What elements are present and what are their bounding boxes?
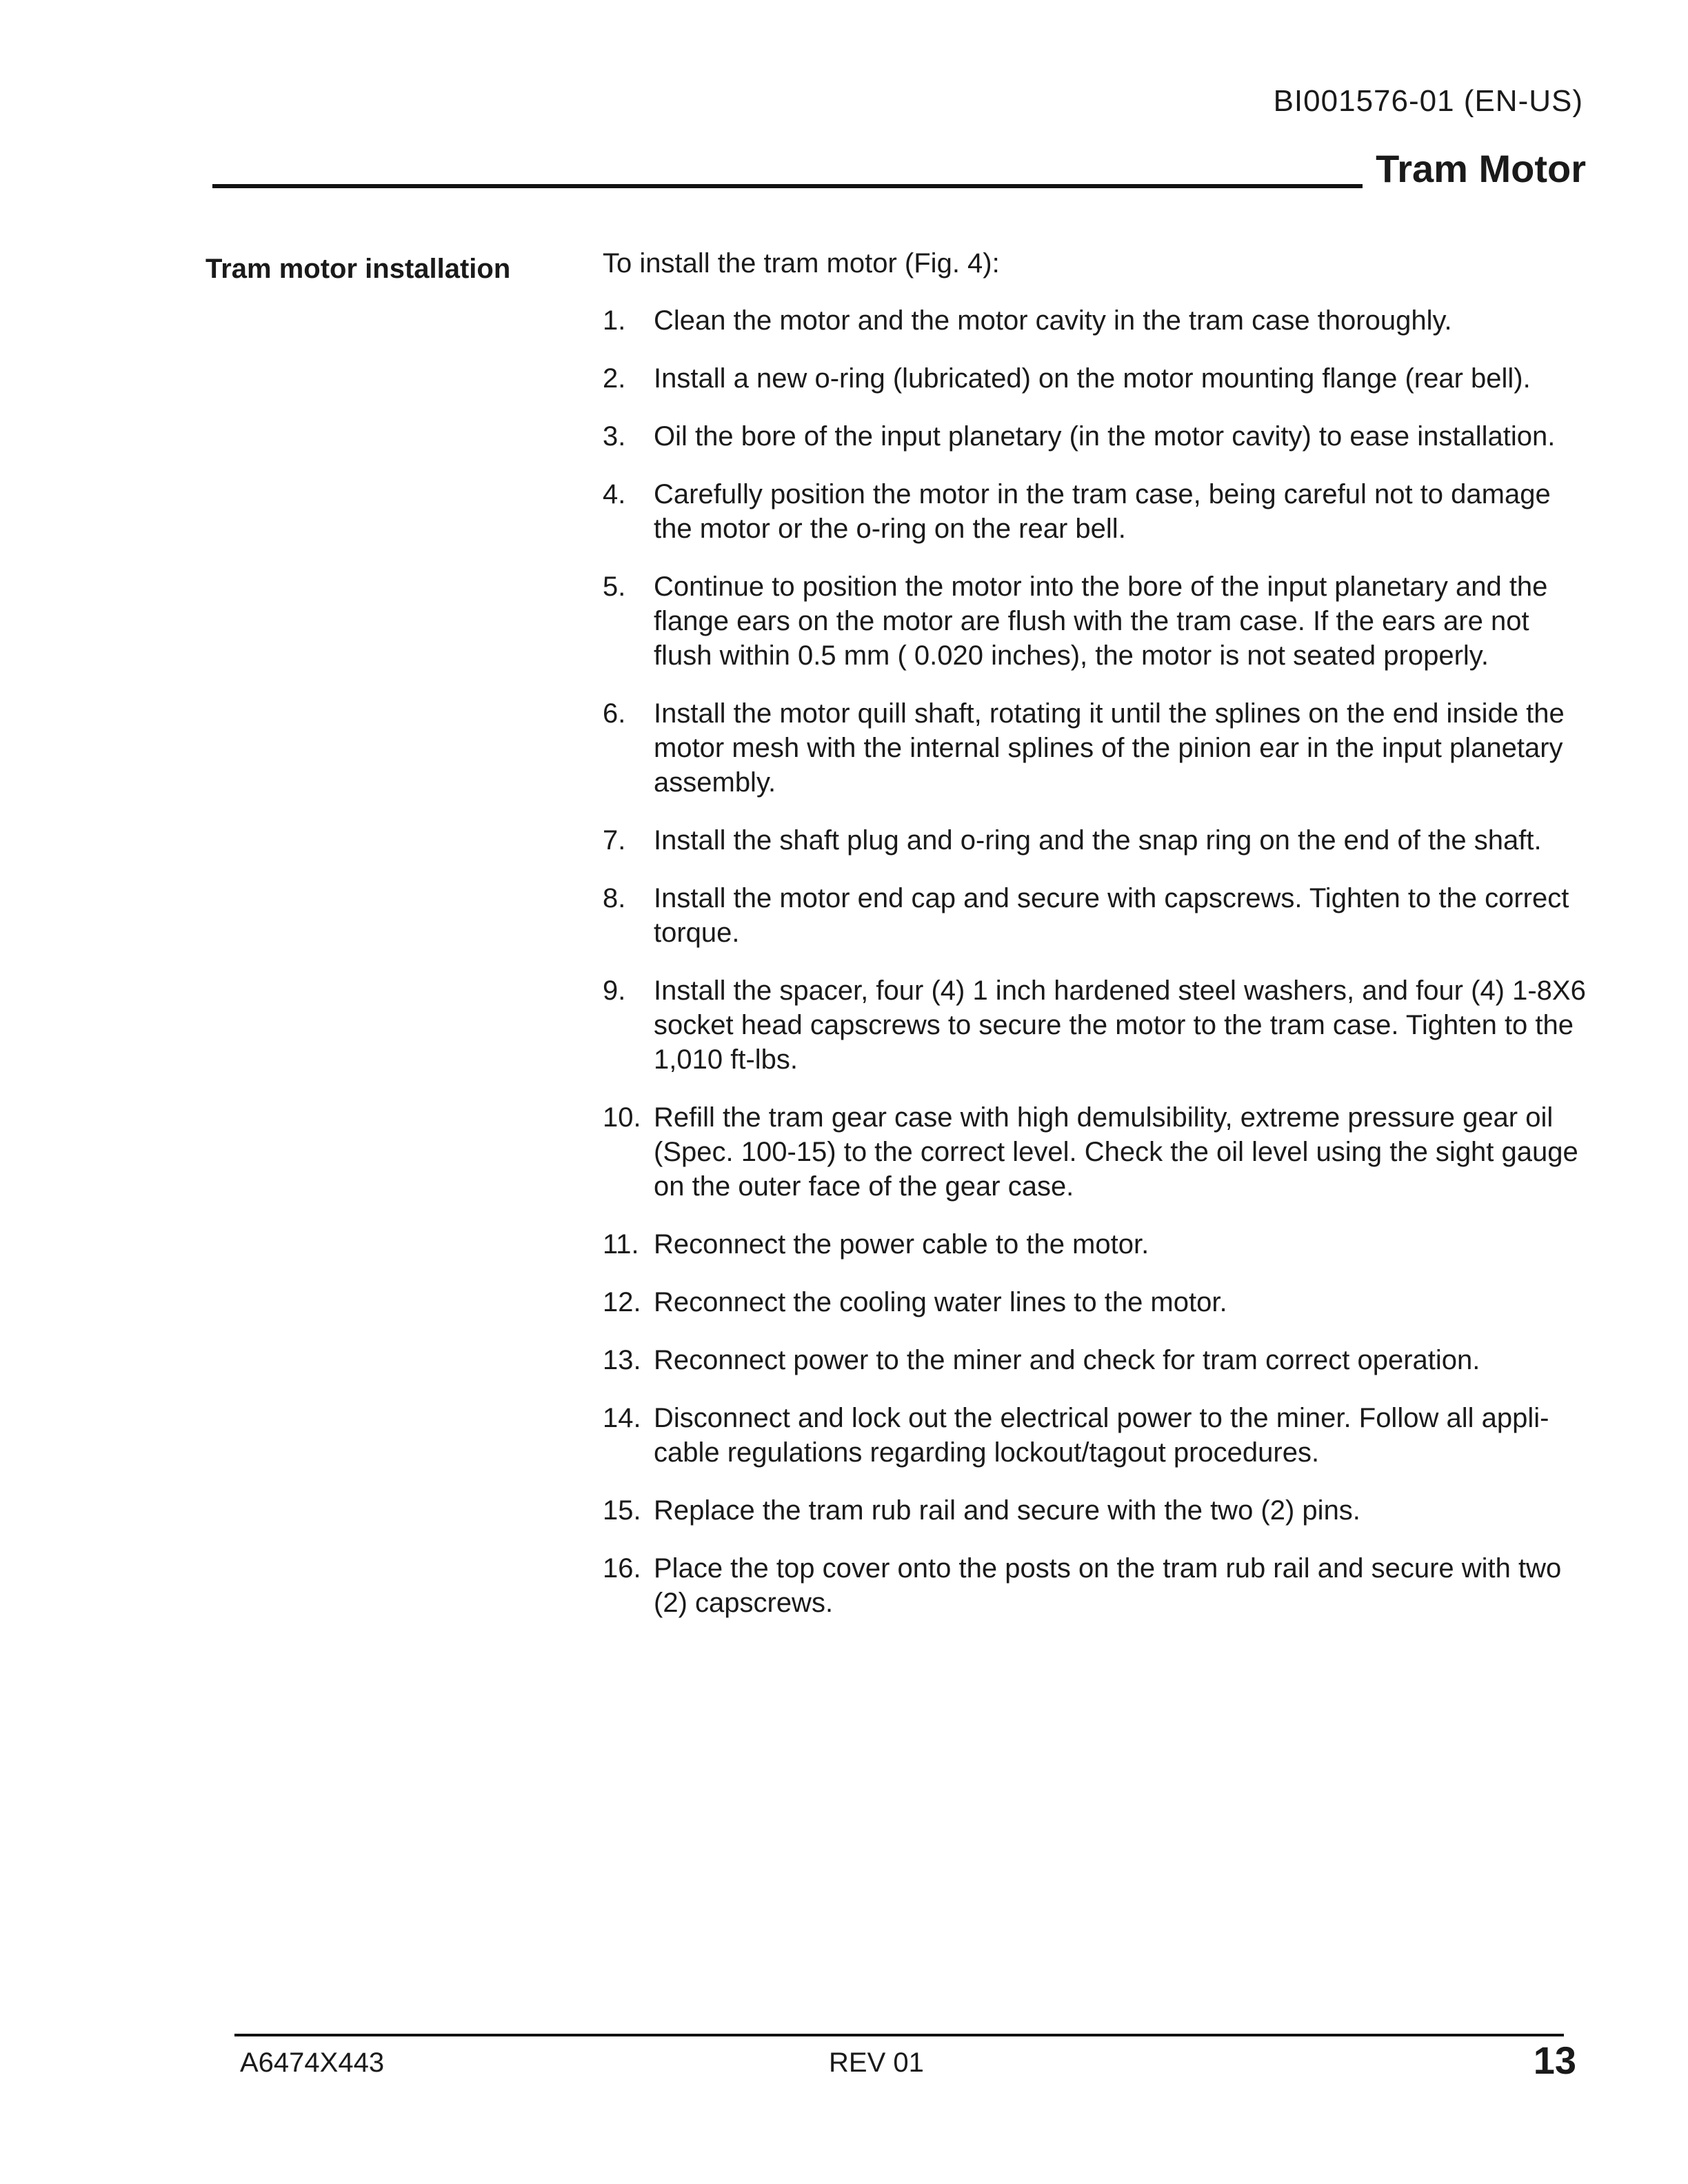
- step-number: 15.: [603, 1495, 641, 1526]
- step-item: [603, 1401, 1589, 1470]
- step-number: 16.: [603, 1553, 641, 1584]
- step-text: Carefully position the motor in the tram case, being careful not to damage the motor or the o-ring on the rear bell.: [654, 479, 1551, 544]
- step-text: Reconnect the power cable to the motor.: [654, 1229, 1149, 1260]
- step-number: 14.: [603, 1403, 641, 1433]
- step-item: [603, 1343, 1589, 1377]
- step-text: Place the top cover onto the posts on the tram rub rail and secure with two (2) capscrews.: [654, 1553, 1562, 1618]
- step-text: Oil the bore of the input planetary (in the motor cavity) to ease installation.: [654, 421, 1556, 452]
- step-number: 13.: [603, 1345, 641, 1375]
- footer-revision: REV 01: [829, 2048, 924, 2078]
- step-number: 9.: [603, 975, 626, 1006]
- step-number: 4.: [603, 479, 626, 509]
- step-number: 10.: [603, 1102, 641, 1133]
- step-text: Reconnect power to the miner and check for tram correct operation.: [654, 1345, 1480, 1375]
- step-text: Refill the tram gear case with high demulsibility, extreme pressure gear oil (Spec. 100-15) to the correct level. Check the oil level using the sight gauge on the outer face of the gear case.: [654, 1102, 1578, 1202]
- step-item: [603, 696, 1589, 800]
- step-text: Install the shaft plug and o-ring and the snap ring on the end of the shaft.: [654, 825, 1542, 856]
- step-text: Install a new o-ring (lubricated) on the motor mounting flange (rear bell).: [654, 363, 1531, 394]
- step-number: 1.: [603, 305, 626, 336]
- installation-steps: [603, 303, 1589, 1644]
- step-item: [603, 1285, 1589, 1320]
- step-item: [603, 477, 1589, 546]
- step-item: [603, 1227, 1589, 1262]
- step-item: [603, 881, 1589, 950]
- step-text: Install the spacer, four (4) 1 inch hardened steel washers, and four (4) 1-8X6 socket head capscrews to secure the motor to the tram case. Tighten to the 1,010 ft-lbs.: [654, 975, 1586, 1075]
- step-item: [603, 823, 1589, 858]
- step-text: Install the motor end cap and secure with capscrews. Tighten to the correct torque.: [654, 883, 1569, 948]
- step-number: 3.: [603, 421, 626, 452]
- step-item: [603, 303, 1589, 338]
- document-id: BI001576-01 (EN-US): [1273, 84, 1583, 118]
- step-number: 11.: [603, 1229, 639, 1260]
- step-item: [603, 361, 1589, 396]
- side-heading: Tram motor installation: [205, 254, 511, 284]
- step-item: [603, 1551, 1589, 1620]
- intro-text: To install the tram motor (Fig. 4):: [603, 248, 1000, 279]
- step-number: 7.: [603, 825, 626, 856]
- footer-rule: [234, 2034, 1564, 2036]
- page-number: 13: [1533, 2039, 1576, 2082]
- step-item: [603, 419, 1589, 454]
- step-number: 8.: [603, 883, 626, 913]
- header-rule: [212, 184, 1363, 188]
- section-title: Tram Motor: [1376, 147, 1586, 190]
- step-text: Install the motor quill shaft, rotating it until the splines on the end inside the motor mesh with the internal splines of the pinion ear in the input planetary assembly.: [654, 698, 1565, 798]
- step-text: Reconnect the cooling water lines to the motor.: [654, 1287, 1227, 1317]
- step-text: Disconnect and lock out the electrical power to the miner. Follow all appli-cable regulations regarding lockout/tagout procedures.: [654, 1403, 1549, 1468]
- footer-doc-number: A6474X443: [240, 2048, 385, 2078]
- step-text: Continue to position the motor into the bore of the input planetary and the flange ears on the motor are flush with the tram case. If the ears are not flush within 0.5 mm ( 0.020 inches), the motor is not seated properly.: [654, 572, 1548, 671]
- step-item: [603, 973, 1589, 1077]
- step-item: [603, 569, 1589, 673]
- step-text: Replace the tram rub rail and secure with the two (2) pins.: [654, 1495, 1360, 1526]
- step-item: [603, 1100, 1589, 1204]
- step-number: 2.: [603, 363, 626, 394]
- step-item: [603, 1493, 1589, 1528]
- step-number: 6.: [603, 698, 626, 729]
- step-number: 5.: [603, 572, 626, 602]
- step-text: Clean the motor and the motor cavity in the tram case thoroughly.: [654, 305, 1452, 336]
- step-number: 12.: [603, 1287, 641, 1317]
